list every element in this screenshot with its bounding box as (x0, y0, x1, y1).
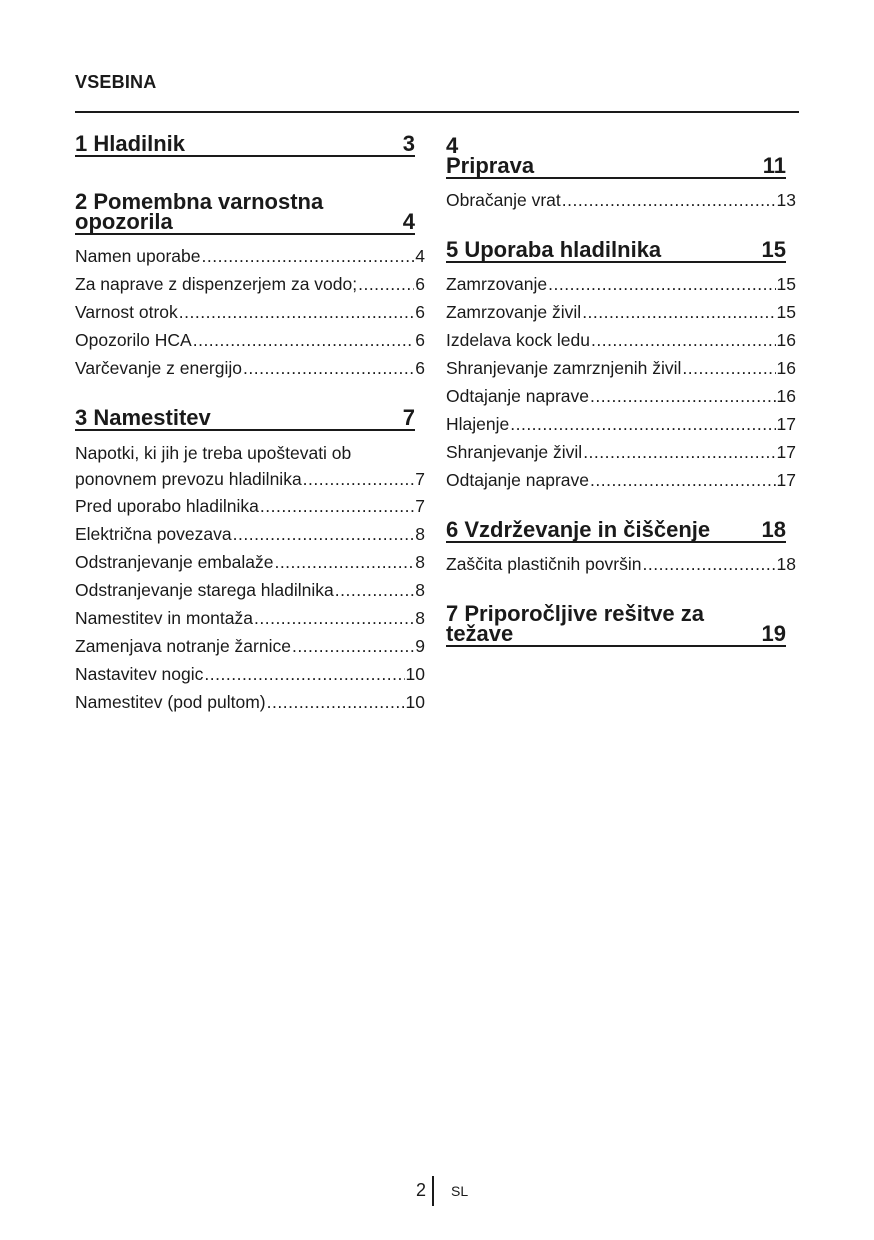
leader-dots (204, 660, 404, 688)
entry-label: Odstranjevanje embalaže (75, 552, 274, 572)
leader-dots (292, 632, 414, 660)
entry-page: 6 (415, 330, 425, 350)
toc-section-6 (446, 517, 786, 543)
entry-page: 8 (415, 552, 425, 572)
entry-page: 6 (415, 274, 425, 294)
entry-label-line2: ponovnem prevozu hladilnika (75, 469, 302, 489)
toc-entry[interactable] (75, 242, 425, 270)
entry-label: Zamrzovanje (446, 274, 548, 294)
toc-entry[interactable] (75, 548, 425, 576)
entry-label-line1: Napotki, ki jih je treba upoštevati ob (75, 443, 352, 463)
leader-dots (590, 466, 776, 494)
toc-entry[interactable] (75, 492, 425, 520)
entry-page: 17 (776, 442, 796, 462)
entry-label: Zamenjava notranje žarnice (75, 636, 291, 656)
entry-page: 16 (776, 358, 796, 378)
toc-entry[interactable] (75, 576, 425, 604)
toc-section-5 (446, 237, 786, 263)
entry-page: 13 (776, 190, 796, 210)
section-4-title-line1: 4 (446, 133, 459, 158)
entry-page: 8 (415, 608, 425, 628)
section-7-heading[interactable] (446, 601, 786, 647)
section-6-page: 18 (761, 517, 786, 542)
section-5-entries (446, 270, 796, 494)
leader-dots (274, 548, 414, 576)
entry-label: Namestitev in montaža (75, 608, 253, 628)
toc-entry[interactable] (446, 270, 796, 298)
section-2-page: 4 (402, 209, 415, 234)
leader-dots (335, 576, 414, 604)
toc-entry[interactable] (446, 354, 796, 382)
leader-dots (510, 410, 775, 438)
section-4-heading[interactable] (446, 133, 786, 179)
entry-label: Opozorilo HCA (75, 330, 192, 350)
section-6-title: 6 Vzdrževanje in čiščenje (446, 517, 711, 542)
entry-page: 17 (776, 470, 796, 490)
toc-entry[interactable] (75, 298, 425, 326)
entry-label: Varčevanje z energijo (75, 358, 242, 378)
leader-dots (202, 242, 415, 270)
section-2-entries (75, 242, 425, 382)
entry-label: Zamrzovanje živil (446, 302, 582, 322)
leader-dots (254, 604, 414, 632)
leader-dots (590, 382, 776, 410)
section-4-entries (446, 186, 796, 214)
toc-entry-multiline[interactable] (75, 440, 425, 492)
page-header-title: VSEBINA (75, 72, 157, 92)
toc-entry[interactable] (446, 466, 796, 494)
toc-entry[interactable] (75, 632, 425, 660)
entry-page: 15 (776, 274, 796, 294)
toc-section-7 (446, 601, 786, 647)
leader-dots (260, 492, 414, 520)
section-5-title: 5 Uporaba hladilnika (446, 237, 662, 262)
leader-dots (643, 550, 776, 578)
leader-dots (267, 688, 405, 716)
entry-page: 7 (415, 496, 425, 516)
entry-page: 7 (415, 469, 425, 489)
header-rule (75, 111, 799, 113)
toc-entry[interactable] (446, 410, 796, 438)
toc-entry[interactable] (446, 186, 796, 214)
footer-divider (432, 1176, 434, 1206)
entry-page: 15 (776, 302, 796, 322)
entry-page: 10 (405, 692, 425, 712)
section-5-page: 15 (761, 237, 786, 262)
entry-page: 16 (776, 330, 796, 350)
leader-dots (562, 186, 776, 214)
leader-dots (233, 520, 415, 548)
entry-page: 6 (415, 358, 425, 378)
toc-section-4 (446, 133, 786, 179)
entry-label: Odtajanje naprave (446, 386, 590, 406)
entry-page: 16 (776, 386, 796, 406)
entry-label: Zaščita plastičnih površin (446, 554, 642, 574)
entry-label: Električna povezava (75, 524, 232, 544)
entry-page: 6 (415, 302, 425, 322)
entry-label: Izdelava kock ledu (446, 330, 590, 350)
toc-entry[interactable] (75, 354, 425, 382)
toc-entry[interactable] (75, 520, 425, 548)
entry-page: 9 (415, 636, 425, 656)
footer-page-number: 2 (416, 1180, 427, 1200)
footer-language: SL (451, 1183, 469, 1199)
leader-dots (179, 298, 414, 326)
toc-entry[interactable] (446, 550, 796, 578)
section-7-page: 19 (761, 621, 786, 646)
section-7-title-line1: 7 Priporočljive rešitve za (446, 601, 705, 626)
section-2-title-line2: opozorila (75, 209, 173, 234)
section-3-entries (75, 440, 425, 716)
leader-dots (303, 466, 415, 492)
section-6-entries (446, 550, 796, 578)
toc-entry[interactable] (446, 382, 796, 410)
section-3-heading[interactable] (75, 405, 415, 431)
entry-label: Odtajanje naprave (446, 470, 590, 490)
section-2-title-line1: 2 Pomembna varnostna (75, 189, 324, 214)
entry-label: Namen uporabe (75, 246, 201, 266)
leader-dots (682, 354, 775, 382)
entry-page: 17 (776, 414, 796, 434)
leader-dots (582, 298, 775, 326)
section-4-page: 11 (762, 153, 786, 178)
section-3-title: 3 Namestitev (75, 405, 211, 430)
entry-label: Nastavitev nogic (75, 664, 204, 684)
toc-entry[interactable] (75, 660, 425, 688)
toc-entry[interactable] (75, 270, 425, 298)
entry-page: 8 (415, 580, 425, 600)
section-1-title: 1 Hladilnik (75, 131, 186, 156)
section-5-heading[interactable] (446, 237, 786, 263)
leader-dots (243, 354, 414, 382)
toc-section-1 (75, 131, 415, 157)
entry-page: 10 (405, 664, 425, 684)
toc-entry[interactable] (446, 438, 796, 466)
leader-dots (193, 326, 415, 354)
leader-dots (591, 326, 776, 354)
toc-entry[interactable] (75, 688, 425, 716)
entry-page: 8 (415, 524, 425, 544)
toc-entry[interactable] (75, 604, 425, 632)
leader-dots (548, 270, 775, 298)
toc-entry[interactable] (446, 326, 796, 354)
toc-section-3 (75, 405, 415, 431)
entry-label: Za naprave z dispenzerjem za vodo; (75, 274, 358, 294)
entry-label: Hlajenje (446, 414, 510, 434)
section-7-title-line2: težave (446, 621, 514, 646)
section-6-heading[interactable] (446, 517, 786, 543)
entry-label: Shranjevanje živil (446, 442, 583, 462)
entry-label: Pred uporabo hladilnika (75, 496, 259, 516)
toc-entry[interactable] (75, 326, 425, 354)
toc-entry[interactable] (446, 298, 796, 326)
entry-label: Obračanje vrat (446, 190, 561, 210)
entry-page: 18 (776, 554, 796, 574)
entry-label: Shranjevanje zamrznjenih živil (446, 358, 682, 378)
toc-section-2 (75, 189, 415, 235)
section-1-page: 3 (402, 131, 415, 156)
entry-label: Varnost otrok (75, 302, 178, 322)
section-3-page: 7 (402, 405, 415, 430)
leader-dots (583, 438, 775, 466)
leader-dots (358, 270, 414, 298)
entry-page: 4 (415, 246, 425, 266)
entry-label: Namestitev (pod pultom) (75, 692, 266, 712)
section-4-title-line2: Priprava (446, 153, 535, 178)
entry-label: Odstranjevanje starega hladilnika (75, 580, 334, 600)
section-2-heading[interactable] (75, 189, 415, 235)
section-1-heading[interactable] (75, 131, 415, 157)
